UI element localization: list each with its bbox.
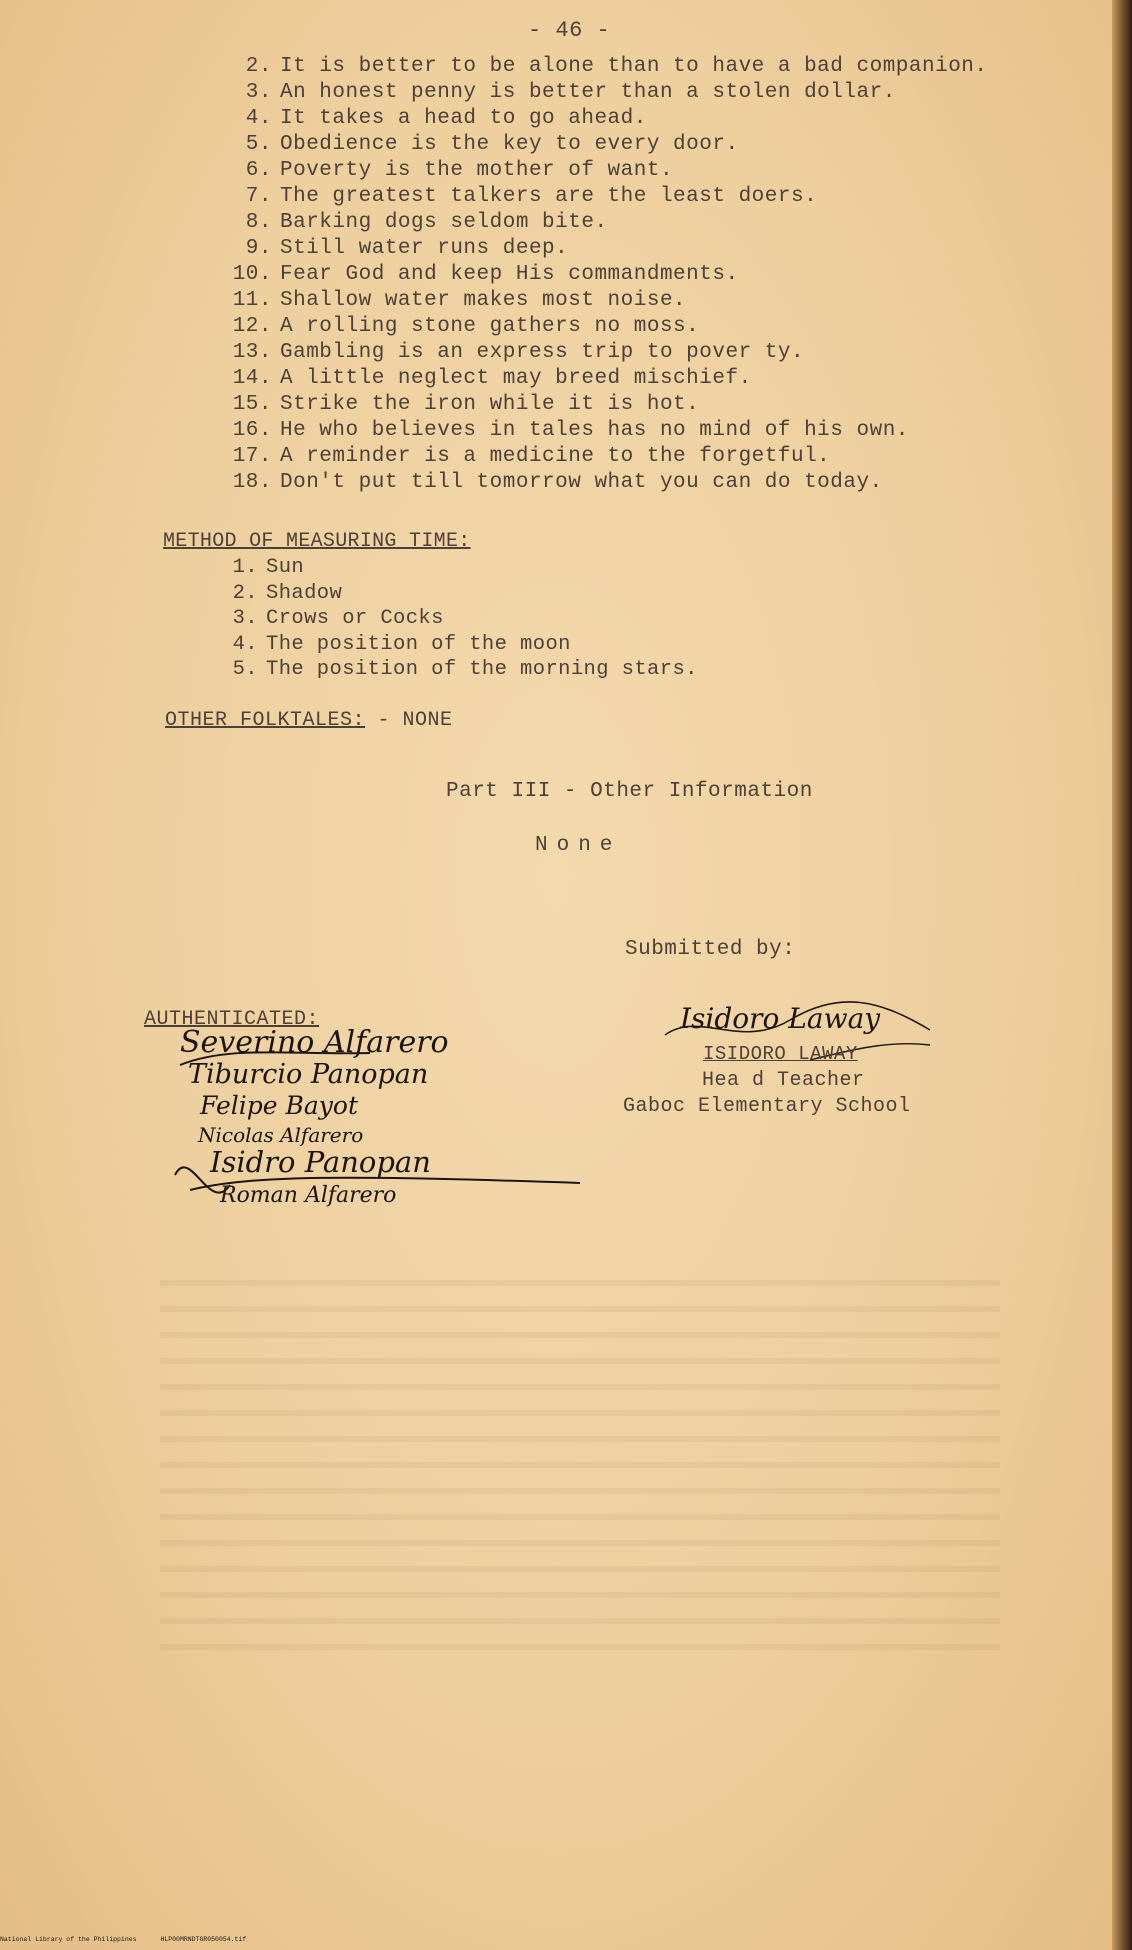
signature-authenticator: Isidro Panopan [210,1145,431,1179]
list-item: 1. Sun [232,556,305,579]
list-item: 3. An honest penny is better than a stolen dollar. [245,81,896,104]
proverb-list [220,55,988,497]
list-item: 16. He who believes in tales has no mind of his own. [232,419,909,442]
signatory-title: Hea d Teacher [702,1069,865,1092]
footer [0,1936,266,1943]
list-item: 15. Strike the iron while it is hot. [232,393,700,416]
list-item: 13. Gambling is an express trip to pover ty. [232,341,805,364]
part-body: None [535,834,622,857]
list-item: 5. Obedience is the key to every door. [245,133,739,156]
authenticator-signatures [170,1025,610,1225]
signature-head-teacher: Isidoro Laway [680,1002,881,1035]
list-item: 18. Don't put till tomorrow what you can do today. [232,471,883,494]
list-item: 14. A little neglect may breed mischief. [232,367,752,390]
list-item: 3. Crows or Cocks [232,607,444,630]
signature-authenticator: Roman Alfarero [220,1183,397,1208]
footer-file: HLP00MRNDTGR050054.tif [160,1936,247,1943]
list-item: 4. It takes a head to go ahead. [245,107,647,130]
submitted-by-label: Submitted by: [625,938,796,961]
authenticated-label: AUTHENTICATED: [144,1008,320,1031]
method-heading: METHOD OF MEASURING TIME: [163,530,471,553]
list-item: 7. The greatest talkers are the least doers. [245,185,818,208]
signatory-school: Gaboc Elementary School [623,1095,911,1118]
signature-authenticator: Tiburcio Panopan [188,1059,429,1090]
list-item: 4. The position of the moon [232,632,571,656]
part-title: Part III - Other Information [446,780,813,803]
folktales-heading: OTHER FOLKTALES: [165,709,366,732]
list-item: 6. Poverty is the mother of want. [245,159,674,182]
folktales-value: - NONE [365,709,453,732]
bleed-through-text [160,1280,1000,1660]
book-spine-edge [1112,0,1132,1950]
signature-authenticator: Nicolas Alfarero [198,1123,364,1147]
footer-library: National Library of the Philippines [0,1936,137,1943]
list-item: 10. Fear God and keep His commandments. [232,263,739,286]
list-item: 2. Shadow [232,581,343,605]
list-item: 17. A reminder is a medicine to the forgetful. [232,445,831,468]
signature-authenticator: Felipe Bayot [200,1091,359,1120]
list-item: 11. Shallow water makes most noise. [232,289,687,312]
list-item: 9. Still water runs deep. [245,237,569,260]
signature-authenticator: Severino Alfarero [180,1025,449,1060]
page-number: - 46 - [528,18,611,43]
method-list [226,556,698,684]
list-item: 12. A rolling stone gathers no moss. [232,315,700,338]
list-item: 8. Barking dogs seldom bite. [245,211,608,234]
list-item: 2. It is better to be alone than to have a bad companion. [245,55,988,78]
list-item: 5. The position of the morning stars. [232,658,698,681]
signatory-name: ISIDORO LAWAY [703,1043,858,1065]
folktales-line [165,709,453,732]
